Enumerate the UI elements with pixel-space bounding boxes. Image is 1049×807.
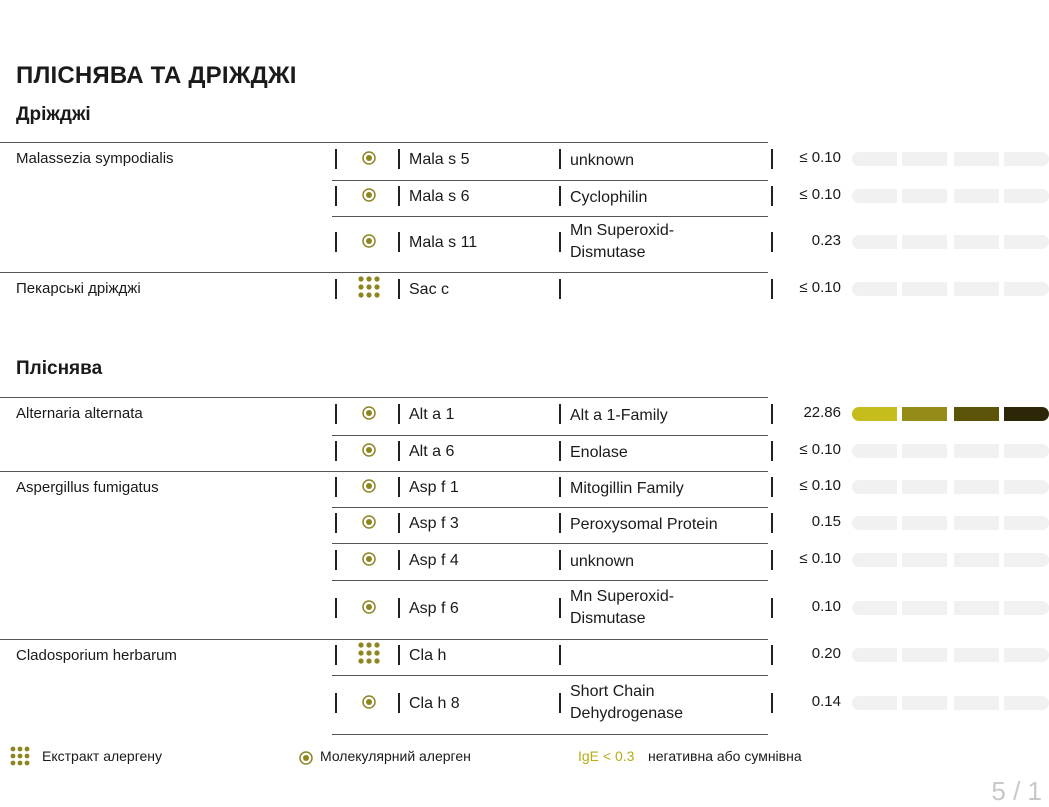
column-divider	[398, 513, 400, 533]
column-divider	[559, 645, 561, 665]
allergen-code: Asp f 1	[409, 479, 459, 496]
molecular-allergen-icon	[361, 233, 377, 249]
column-divider	[335, 441, 337, 461]
row-separator	[332, 675, 768, 676]
ige-level-segment	[1004, 235, 1049, 249]
ige-value: 0.23	[811, 232, 841, 249]
allergen-source: Aspergillus fumigatus	[16, 479, 159, 496]
ige-level-segment	[852, 444, 897, 458]
ige-level-segment	[902, 553, 947, 567]
ige-level-segment	[954, 407, 999, 421]
column-divider	[398, 149, 400, 169]
column-divider	[398, 404, 400, 424]
legend-threshold: IgE < 0.3	[578, 748, 635, 764]
column-divider	[398, 693, 400, 713]
page-number: 5 / 1	[991, 776, 1042, 806]
allergen-code: Cla h 8	[409, 694, 460, 712]
ige-level-segment	[954, 516, 999, 530]
page-title: ПЛІСНЯВА ТА ДРІЖДЖІ	[16, 62, 297, 89]
column-divider	[559, 550, 561, 570]
column-divider	[398, 477, 400, 497]
ige-level-segment	[852, 553, 897, 567]
allergen-source: Malassezia sympodialis	[16, 150, 174, 167]
ige-level-scale	[852, 648, 1048, 662]
molecular-allergen-icon	[361, 599, 377, 615]
ige-level-segment	[902, 189, 947, 203]
ige-level-segment	[852, 480, 897, 494]
column-divider	[335, 513, 337, 533]
ige-level-scale	[852, 189, 1048, 203]
ige-level-segment	[954, 189, 999, 203]
row-separator	[332, 216, 768, 217]
ige-level-segment	[1004, 282, 1049, 296]
ige-level-segment	[852, 648, 897, 662]
ige-level-segment	[1004, 516, 1049, 530]
ige-level-segment	[954, 601, 999, 615]
row-separator	[332, 580, 768, 581]
ige-level-segment	[852, 601, 897, 615]
ige-level-segment	[852, 235, 897, 249]
column-divider	[559, 186, 561, 206]
protein-family: Short Chain Dehydrogenase	[570, 682, 683, 722]
allergen-code: Asp f 4	[409, 551, 459, 569]
row-separator	[0, 397, 768, 398]
ige-level-segment	[852, 189, 897, 203]
column-divider	[559, 404, 561, 424]
ige-value: 0.20	[811, 645, 841, 662]
ige-level-segment	[902, 696, 947, 710]
ige-level-segment	[902, 407, 947, 421]
column-divider	[335, 477, 337, 497]
ige-level-segment	[1004, 152, 1049, 166]
ige-level-scale	[852, 601, 1048, 615]
ige-level-segment	[902, 601, 947, 615]
row-separator	[332, 734, 768, 735]
ige-level-segment	[852, 696, 897, 710]
ige-level-segment	[902, 235, 947, 249]
ige-level-segment	[954, 235, 999, 249]
column-divider	[398, 598, 400, 618]
molecular-allergen-icon	[361, 514, 377, 530]
protein-family: Mitogillin Family	[570, 480, 684, 497]
ige-level-segment	[954, 696, 999, 710]
ige-level-segment	[852, 516, 897, 530]
ige-level-scale	[852, 516, 1048, 530]
column-divider	[398, 186, 400, 206]
allergen-code: Mala s 5	[409, 151, 470, 168]
allergen-code: Mala s 6	[409, 188, 470, 205]
column-divider	[398, 232, 400, 252]
allergen-extract-icon	[358, 276, 380, 298]
column-divider	[559, 477, 561, 497]
column-divider	[559, 513, 561, 533]
protein-family: Cyclophilin	[570, 189, 648, 206]
ige-level-segment	[902, 152, 947, 166]
ige-value: ≤ 0.10	[799, 441, 841, 458]
ige-level-scale	[852, 407, 1048, 421]
ige-level-segment	[852, 407, 897, 421]
row-separator	[0, 639, 768, 640]
allergen-code: Sac c	[409, 281, 450, 298]
allergen-code: Mala s 11	[409, 234, 478, 251]
allergen-source: Alternaria alternata	[16, 405, 143, 422]
ige-level-segment	[954, 553, 999, 567]
ige-level-segment	[1004, 601, 1049, 615]
legend-threshold-desc: негативна або сумнівна	[648, 748, 802, 764]
column-divider	[559, 279, 561, 299]
ige-level-segment	[902, 480, 947, 494]
legend-molecular-label: Молекулярний алерген	[320, 748, 471, 764]
column-divider	[398, 550, 400, 570]
column-divider	[335, 149, 337, 169]
allergen-code: Alt a 1	[409, 406, 455, 423]
extract-legend-icon	[10, 745, 32, 769]
ige-level-segment	[954, 480, 999, 494]
column-divider	[335, 645, 337, 665]
ige-level-segment	[1004, 480, 1049, 494]
column-divider	[335, 279, 337, 299]
molecular-allergen-icon	[361, 442, 377, 458]
ige-level-segment	[1004, 189, 1049, 203]
ige-level-segment	[954, 282, 999, 296]
allergen-code: Asp f 3	[409, 515, 459, 532]
ige-level-segment	[902, 282, 947, 296]
ige-level-segment	[902, 516, 947, 530]
ige-level-scale	[852, 480, 1048, 494]
row-separator	[0, 272, 768, 273]
allergen-source: Cladosporium herbarum	[16, 647, 177, 664]
allergen-code: Cla h	[409, 647, 447, 664]
column-divider	[559, 232, 561, 252]
column-divider	[335, 232, 337, 252]
row-separator	[0, 142, 768, 143]
column-divider	[559, 441, 561, 461]
ige-value: ≤ 0.10	[799, 549, 841, 567]
ige-level-segment	[1004, 444, 1049, 458]
column-divider	[335, 598, 337, 618]
column-divider	[335, 186, 337, 206]
ige-level-segment	[852, 282, 897, 296]
row-separator	[332, 180, 768, 181]
ige-value: 22.86	[803, 404, 841, 421]
ige-level-segment	[1004, 407, 1049, 421]
molecular-legend-icon	[298, 750, 314, 766]
protein-family: Mn Superoxid- Dismutase	[570, 222, 675, 261]
column-divider	[398, 441, 400, 461]
ige-level-scale	[852, 444, 1048, 458]
protein-family: Peroxysomal Protein	[570, 516, 718, 533]
protein-family: Mn Superoxid- Dismutase	[570, 587, 675, 627]
column-divider	[559, 598, 561, 618]
molecular-allergen-icon	[361, 694, 377, 710]
row-separator	[0, 471, 768, 472]
protein-family: unknown	[570, 152, 635, 169]
section-title-yeast: Дріжджі	[16, 104, 91, 125]
legend-extract-label: Екстракт алергену	[42, 748, 163, 764]
molecular-allergen-icon	[361, 478, 377, 494]
protein-family: Alt a 1-Family	[570, 407, 668, 424]
column-divider	[335, 693, 337, 713]
ige-level-scale	[852, 235, 1048, 249]
column-divider	[398, 279, 400, 299]
ige-value: 0.14	[811, 692, 841, 710]
column-divider	[398, 645, 400, 665]
ige-level-segment	[852, 152, 897, 166]
ige-value: 0.15	[811, 513, 841, 530]
allergen-code: Alt a 6	[409, 443, 455, 460]
column-divider	[559, 149, 561, 169]
ige-level-segment	[1004, 553, 1049, 567]
row-separator	[332, 543, 768, 544]
protein-family: Enolase	[570, 444, 628, 461]
column-divider	[559, 693, 561, 713]
ige-value: ≤ 0.10	[799, 149, 841, 166]
row-separator	[332, 435, 768, 436]
allergen-code: Asp f 6	[409, 599, 459, 617]
section-title-mold: Пліснява	[16, 358, 103, 379]
ige-level-scale	[852, 282, 1048, 296]
ige-level-segment	[902, 444, 947, 458]
ige-level-segment	[902, 648, 947, 662]
molecular-allergen-icon	[361, 150, 377, 166]
ige-value: ≤ 0.10	[799, 279, 841, 296]
ige-value: ≤ 0.10	[799, 186, 841, 203]
allergen-source: Пекарські дріжджі	[16, 280, 141, 297]
molecular-allergen-icon	[361, 551, 377, 567]
ige-level-segment	[954, 152, 999, 166]
molecular-allergen-icon	[361, 405, 377, 421]
row-separator	[332, 507, 768, 508]
ige-level-segment	[1004, 696, 1049, 710]
ige-level-segment	[954, 648, 999, 662]
ige-value: 0.10	[811, 597, 841, 615]
molecular-allergen-icon	[361, 187, 377, 203]
allergen-extract-icon	[358, 642, 380, 664]
ige-level-scale	[852, 553, 1048, 567]
column-divider	[335, 550, 337, 570]
ige-level-segment	[954, 444, 999, 458]
ige-value: ≤ 0.10	[799, 477, 841, 494]
ige-level-scale	[852, 696, 1048, 710]
ige-level-segment	[1004, 648, 1049, 662]
column-divider	[335, 404, 337, 424]
protein-family: unknown	[570, 552, 635, 570]
ige-level-scale	[852, 152, 1048, 166]
